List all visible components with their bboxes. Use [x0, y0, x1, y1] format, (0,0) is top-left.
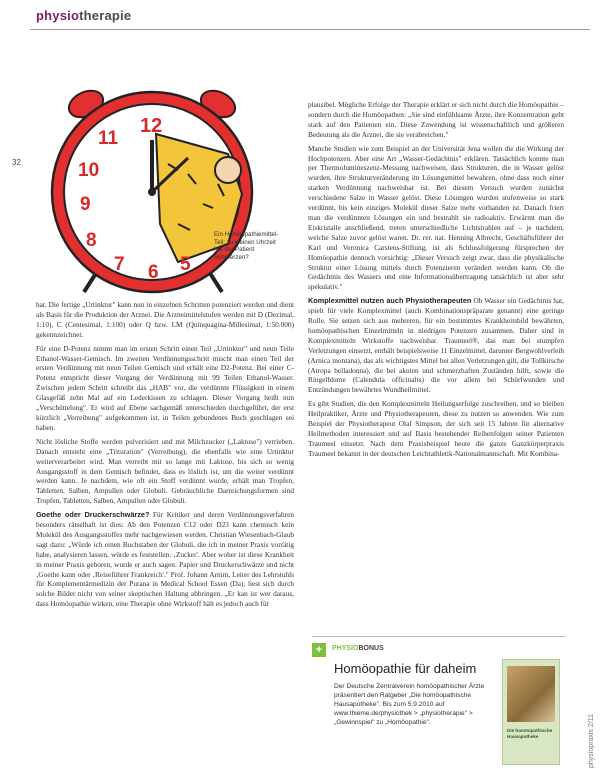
alarm-clock-illustration — [28, 74, 290, 296]
physiobonus-box — [312, 636, 566, 771]
right-column — [308, 100, 564, 463]
clock-numeral-7: 7 — [114, 254, 125, 275]
figure-caption: Ein Homöopathiemittel-Teil: zu kleinen Uhrzeit hat der Patient Schmerzen? — [214, 231, 279, 261]
left-section — [36, 510, 294, 609]
clock-numeral-11: 11 — [98, 128, 119, 149]
box-text: Der Deutsche Zentralverein homöopathischer Ärzte präsentiert den Ratgeber „Die homöopathische Hausapotheke". Bis zum 5.9.2010 auf www.thieme.de/physiothek > „physiotherapie" > „Gewinnspiel" zu „Homöopathie". — [334, 683, 485, 726]
side-label — [588, 650, 598, 770]
book-cover — [502, 659, 560, 765]
clock-numeral-12: 12 — [140, 115, 163, 137]
box-tag-green: PHYSIO — [332, 645, 359, 652]
box-tag — [332, 645, 384, 652]
page-number: 32 — [12, 158, 21, 167]
left-section-text: Für Kritiker und deren Verdünnungsverfahren besonders rätselhaft ist dies: Ab den Potenzen C12 oder D23 kann chemisch kein Molekül des Ausgangsstoffes mehr nachgewiesen werden. Christian Wiesenbach-Glaub sagt dazu: „Würde ich einen Buchstaben der Globuli, die ich in meiner Praxis vorrätig habe, analysieren lassen, würde es feststellen: ‚Zucker'. Aber woher ist diese Krankheit in meiner Praxis geboren, wurde er auch sagen: Papier und Druckerschwärze und nicht ‚Goethe kann oder ‚Reiseführer Frankreich'." Prof. Johann Arnim, Leiter des Lehrstuhls für Komplementärmedizin der Purana in Medical School Essen (Da), liest sich durch solche Bilder nicht von seiner skeptischen Haltung abbringen. „Er kan ist wer daraus, dass Homöopathie wirken, eine Therapie ohne Wirkstoff hält es jedoch auch für — [36, 510, 294, 609]
clock-numeral-5: 5 — [180, 254, 191, 275]
book-cover-photo — [507, 666, 555, 722]
left-column — [36, 300, 294, 613]
right-paragraph-1: plausibel. Mögliche Erfolge der Therapie erklärt er sich nicht durch die Homöopathie – sondern durch die Homöopathen: „Sie sind einfühlsame Ärzte, ihre Konzentration geht stark auf den Patienten ein. Diese Zuwendung ist wissenschaftlich und größeren Bedeutung als die Arznei, die sie verabreichen." — [308, 100, 564, 139]
right-paragraph-4: Es gibt Studien, die den Komplexmitteln Heilungserfolge zuschreiben, und so bleiben Heilpraktiker, Ärzte und Physiotherapeuten, diese zu nutzen so anwenden. Wie zum Beispiel der Physiotherapeut Olaf Simpson, der sich seit 15 Jahren für alternative Heilmethoden interessiert und auf Basis bestehender Reihenfolgen seiner Patienten Traumeel einsetzt. Nach dem Praxisbeispiel heute die ganze Ganzkörperpraxis Traumeel bekannt in der deutschen Leichtathletik-Nationalmannschaft. Mit Kombina- — [308, 399, 564, 458]
plus-icon: + — [312, 643, 326, 657]
clock-numeral-10: 10 — [78, 160, 100, 181]
clock-numeral-8: 8 — [86, 230, 97, 251]
section-label-therapie: therapie — [79, 8, 132, 23]
left-paragraph-2: Für eine D-Potenz nimmt man im ersten Schritt einen Teil „Urtinktur" und neun Teile Ethanol-Wasser-Gemisch. Im zweiten Verdünnungsschritt mischt man einen Teil der ersten Verdünnung mit neun Teilen Gemisch und erhält eine D2-Potenz. Bei einer C-Potenz entspricht dieser Vorgang der Verdünnung mit 99 Teilen Ethanol-Wasser. Zwischen jedem Schritt schreibt das „HAB" vor, die verdünnte Flüssigkeit in einem Glasgefäß zehn Mal auf ein Lederkissen zu schlagen. Dieser Vorgang heißt nun „Verschüttelung". Er wird auf Ebene sachgemäß unterschieden durchgeführt, der erst kürzlich „Verreibung" aufgekommen ist, in Teilen gebundenes Buch geschlagen sei haben. — [36, 343, 294, 432]
book-cover-title: Die homöopathische Hausapotheke — [507, 728, 553, 739]
clock-numeral-9: 9 — [80, 194, 91, 215]
section-header — [36, 8, 131, 23]
clock-center — [148, 188, 156, 196]
side-label-text: physiopraxis 2/11 — [588, 714, 595, 768]
right-section-text: Ob Wasser ein Gedächtnis hat, spielt für viele Komplexmittel (auch Kombinationspräparate genannt) eine geringe Rolle. Sie setzen sich aus mehreren, für ein bestimmtes Krankheitsbild bewährten, homöopathischen Einzelmitteln in niedrigen Potenzen zusammen. Daher sind in Komplexmitteln Wirkstoffe nachweisbar. Traumeel®, das man bei stumpfen Verletzungen einsetzt, enthält beispielsweise 11 Einzelmittel, darunter Bergwohlverleih (Arnica montana), das als wichtigstes Mittel bei allen Verletzungen gilt, die Tollkirsche (Atropa belladonna), die bei akuten und schmerzhaften Zuständen hilft, sowie die Ringelblume (Calendula officinalis) die vor allem bei Schürfwunden und Entzündungen bewährtes Wundheilmittel. — [308, 296, 564, 395]
box-tag-dark: BONUS — [358, 645, 384, 652]
section-label-physio: physio — [36, 8, 80, 23]
right-section — [308, 296, 564, 395]
box-title: Homöopathie für daheim — [334, 661, 477, 676]
left-paragraph-3: Nicht lösliche Stoffe werden pulverisiert und mit Milchzucker („Laktose") verrieben. Danach entsteht eine „Trituration" (Verreibung), die ebenfalls wie eine Urtinktur weiterverarbeitet wird. Man verreibt mit so lange mit Laktose, bis sich so wenig Ausgangsstoff in dem Gemisch befindet, dass es löslich ist, um die weiter verdünnt werden kann. Je nachdem, wie oft ein Stoff verdünnt wurde, erhält man Tropfen, Tabletten, Salben, Ampullen oder Globuli. Gebräuchliche Darreichungsformen sind Tropfen, Tabletten, Salben, Ampullen oder Globuli. — [36, 436, 294, 506]
header-rule — [30, 29, 590, 30]
clock-numeral-6: 6 — [148, 262, 159, 283]
patient-head — [215, 157, 241, 183]
left-paragraph-1: hat. Die fertige „Urtinktur" kann nun in einzelnen Schritten potenziert werden und dient als Basis für die Produktion der Arznei. Die Arzneimittelstufen werden mit D (Dezimal, 1:10), C (Centesimal, 1:100) oder Q bzw. LM (Quinquagina-Millesimal, 1:50.000) gekennzeichnet. — [36, 300, 294, 339]
left-section-heading: Goethe oder Druckerschwärze? — [36, 510, 150, 520]
right-paragraph-2: Manche Studien wie zum Beispiel an der Universität Jena wollen die die Wirkung der Hochpotenzen. Aber eine Art „Wasser-Gedächtnis" erklären. Tatsächlich konnte man per Thermolumineszenz-Messung nachweisen, dass Strukturen, die in Wasser gelöst wurden, ihre Strukturveränderung im Lösungsmittel bewahren, ohne dass noch einer starken Verdünnung nachweisbar ist. Bei diesem Versuch wurden zunächst verschiedene Salze in Wasser gelöst. Diese Lösungen wurden stufenweise so stark verdünnt, bis kein einziges Molekül dieser Salze mehr vorhanden ist. Danach friert man die verdünnten Lösungen ein und bestrahlt sie radioaktiv. Erwärmt man die Eiskristalle anschließend, treten unterschiedliche Lichtstrahlen auf – je nachdem, welche Salze zuvor gelöst waren. Dr. rer. nat. Henning Albrecht, Geschäftsführer der Karl und Veronica Carstens-Stiftung, ist als Schlussfolgerung fürsprechen der Homöopathie dennoch vorsichtig: „Dieser Versuch zeigt zwar, dass die physikalische Struktur einer Lösung mittels durch Potenzieren verändert werden kann. Ob die Gedächtnis des Wassers und eine Informationsübertragung tatsächlich ist aber sehr spekulativ." — [308, 143, 564, 292]
right-section-heading: Komplexmittel nutzen auch Physiotherapeuten — [308, 296, 472, 306]
